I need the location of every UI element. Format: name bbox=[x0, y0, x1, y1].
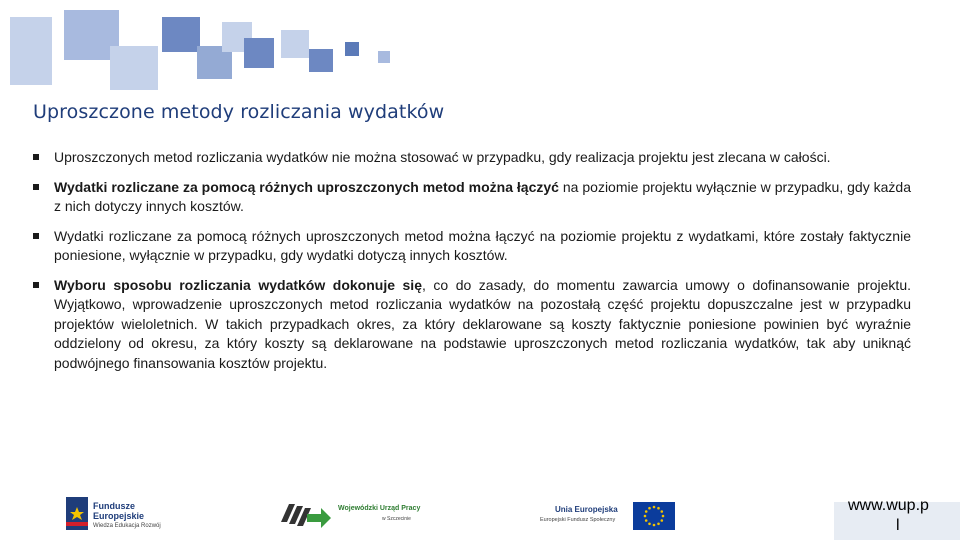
fe-star-icon bbox=[66, 497, 88, 530]
bullet-text: Wydatki rozliczane za pomocą różnych uproszczonych metod można łączyć na poziomie projektu z wydatkami, które zostały faktycznie poniesione, wyłącznie w przypadku, gdy wydatki dotyczą innych kosztów. bbox=[54, 227, 911, 263]
decor-square bbox=[378, 51, 390, 63]
fe-name-line1: Fundusze bbox=[93, 501, 135, 511]
bullet-list bbox=[33, 148, 911, 383]
website-url[interactable]: www.wup.p bbox=[848, 497, 929, 514]
eu-flag-icon bbox=[633, 502, 675, 530]
ue-subtitle: Europejski Fundusz Społeczny bbox=[540, 517, 616, 523]
fe-subtitle: Wiedza Edukacja Rozwój bbox=[93, 523, 161, 529]
website-url-continuation[interactable]: l bbox=[896, 517, 900, 534]
bullet-bold-text: Wyboru sposobu rozliczania wydatków dokonuje się bbox=[54, 276, 422, 293]
bullet-icon bbox=[33, 282, 39, 288]
bullet-icon bbox=[33, 184, 39, 190]
bullet-item bbox=[33, 227, 911, 266]
bullet-text: Uproszczonych metod rozliczania wydatków nie można stosować w przypadku, gdy realizacja projektu jest zlecana w całości. bbox=[54, 149, 831, 165]
wup-arrows-icon bbox=[281, 500, 331, 528]
bullet-item bbox=[33, 178, 911, 217]
decor-square bbox=[244, 38, 274, 68]
bullet-bold-text: Wydatki rozliczane za pomocą różnych uproszczonych metod można łączyć bbox=[54, 178, 559, 195]
ue-name: Unia Europejska bbox=[555, 505, 618, 514]
bullet-icon bbox=[33, 154, 39, 160]
slide-title: Uproszczone metody rozliczania wydatków bbox=[33, 101, 445, 123]
decor-square bbox=[162, 17, 200, 52]
bullet-icon bbox=[33, 233, 39, 239]
decor-square bbox=[110, 46, 158, 90]
bullet-text: na poziomie projektu wyłącznie w przypadku, gdy każda z nich dotyczy innych kosztów. bbox=[54, 178, 911, 214]
bullet-item bbox=[33, 276, 911, 374]
decor-square bbox=[345, 42, 359, 56]
decor-square bbox=[10, 17, 52, 85]
wup-name: Wojewódzki Urząd Pracy bbox=[338, 505, 421, 512]
fe-name-line2: Europejskie bbox=[93, 511, 145, 521]
decor-square bbox=[309, 49, 333, 72]
wup-subtitle: w Szczecinie bbox=[382, 516, 411, 522]
bullet-text: , co do zasady, do momentu zawarcia umowy o dofinansowanie projektu. Wyjątkowo, wprowadzenie uproszczonych metod rozliczania wydatków na pozostałą część projektu dopuszczalne jest w przypadku projektów wieloletnich. W takich przypadkach okres, za który deklarowane są koszty faktycznie poniesione powinien być wyraźnie oddzielony od okresu, za który koszty są deklarowane na podstawie uproszczonych metod rozliczania wydatków, tak aby uniknąć podwójnego finansowania kosztów projektu. bbox=[54, 276, 911, 371]
footer-logos bbox=[0, 488, 960, 540]
decor-square bbox=[281, 30, 309, 58]
bullet-item bbox=[33, 148, 911, 168]
